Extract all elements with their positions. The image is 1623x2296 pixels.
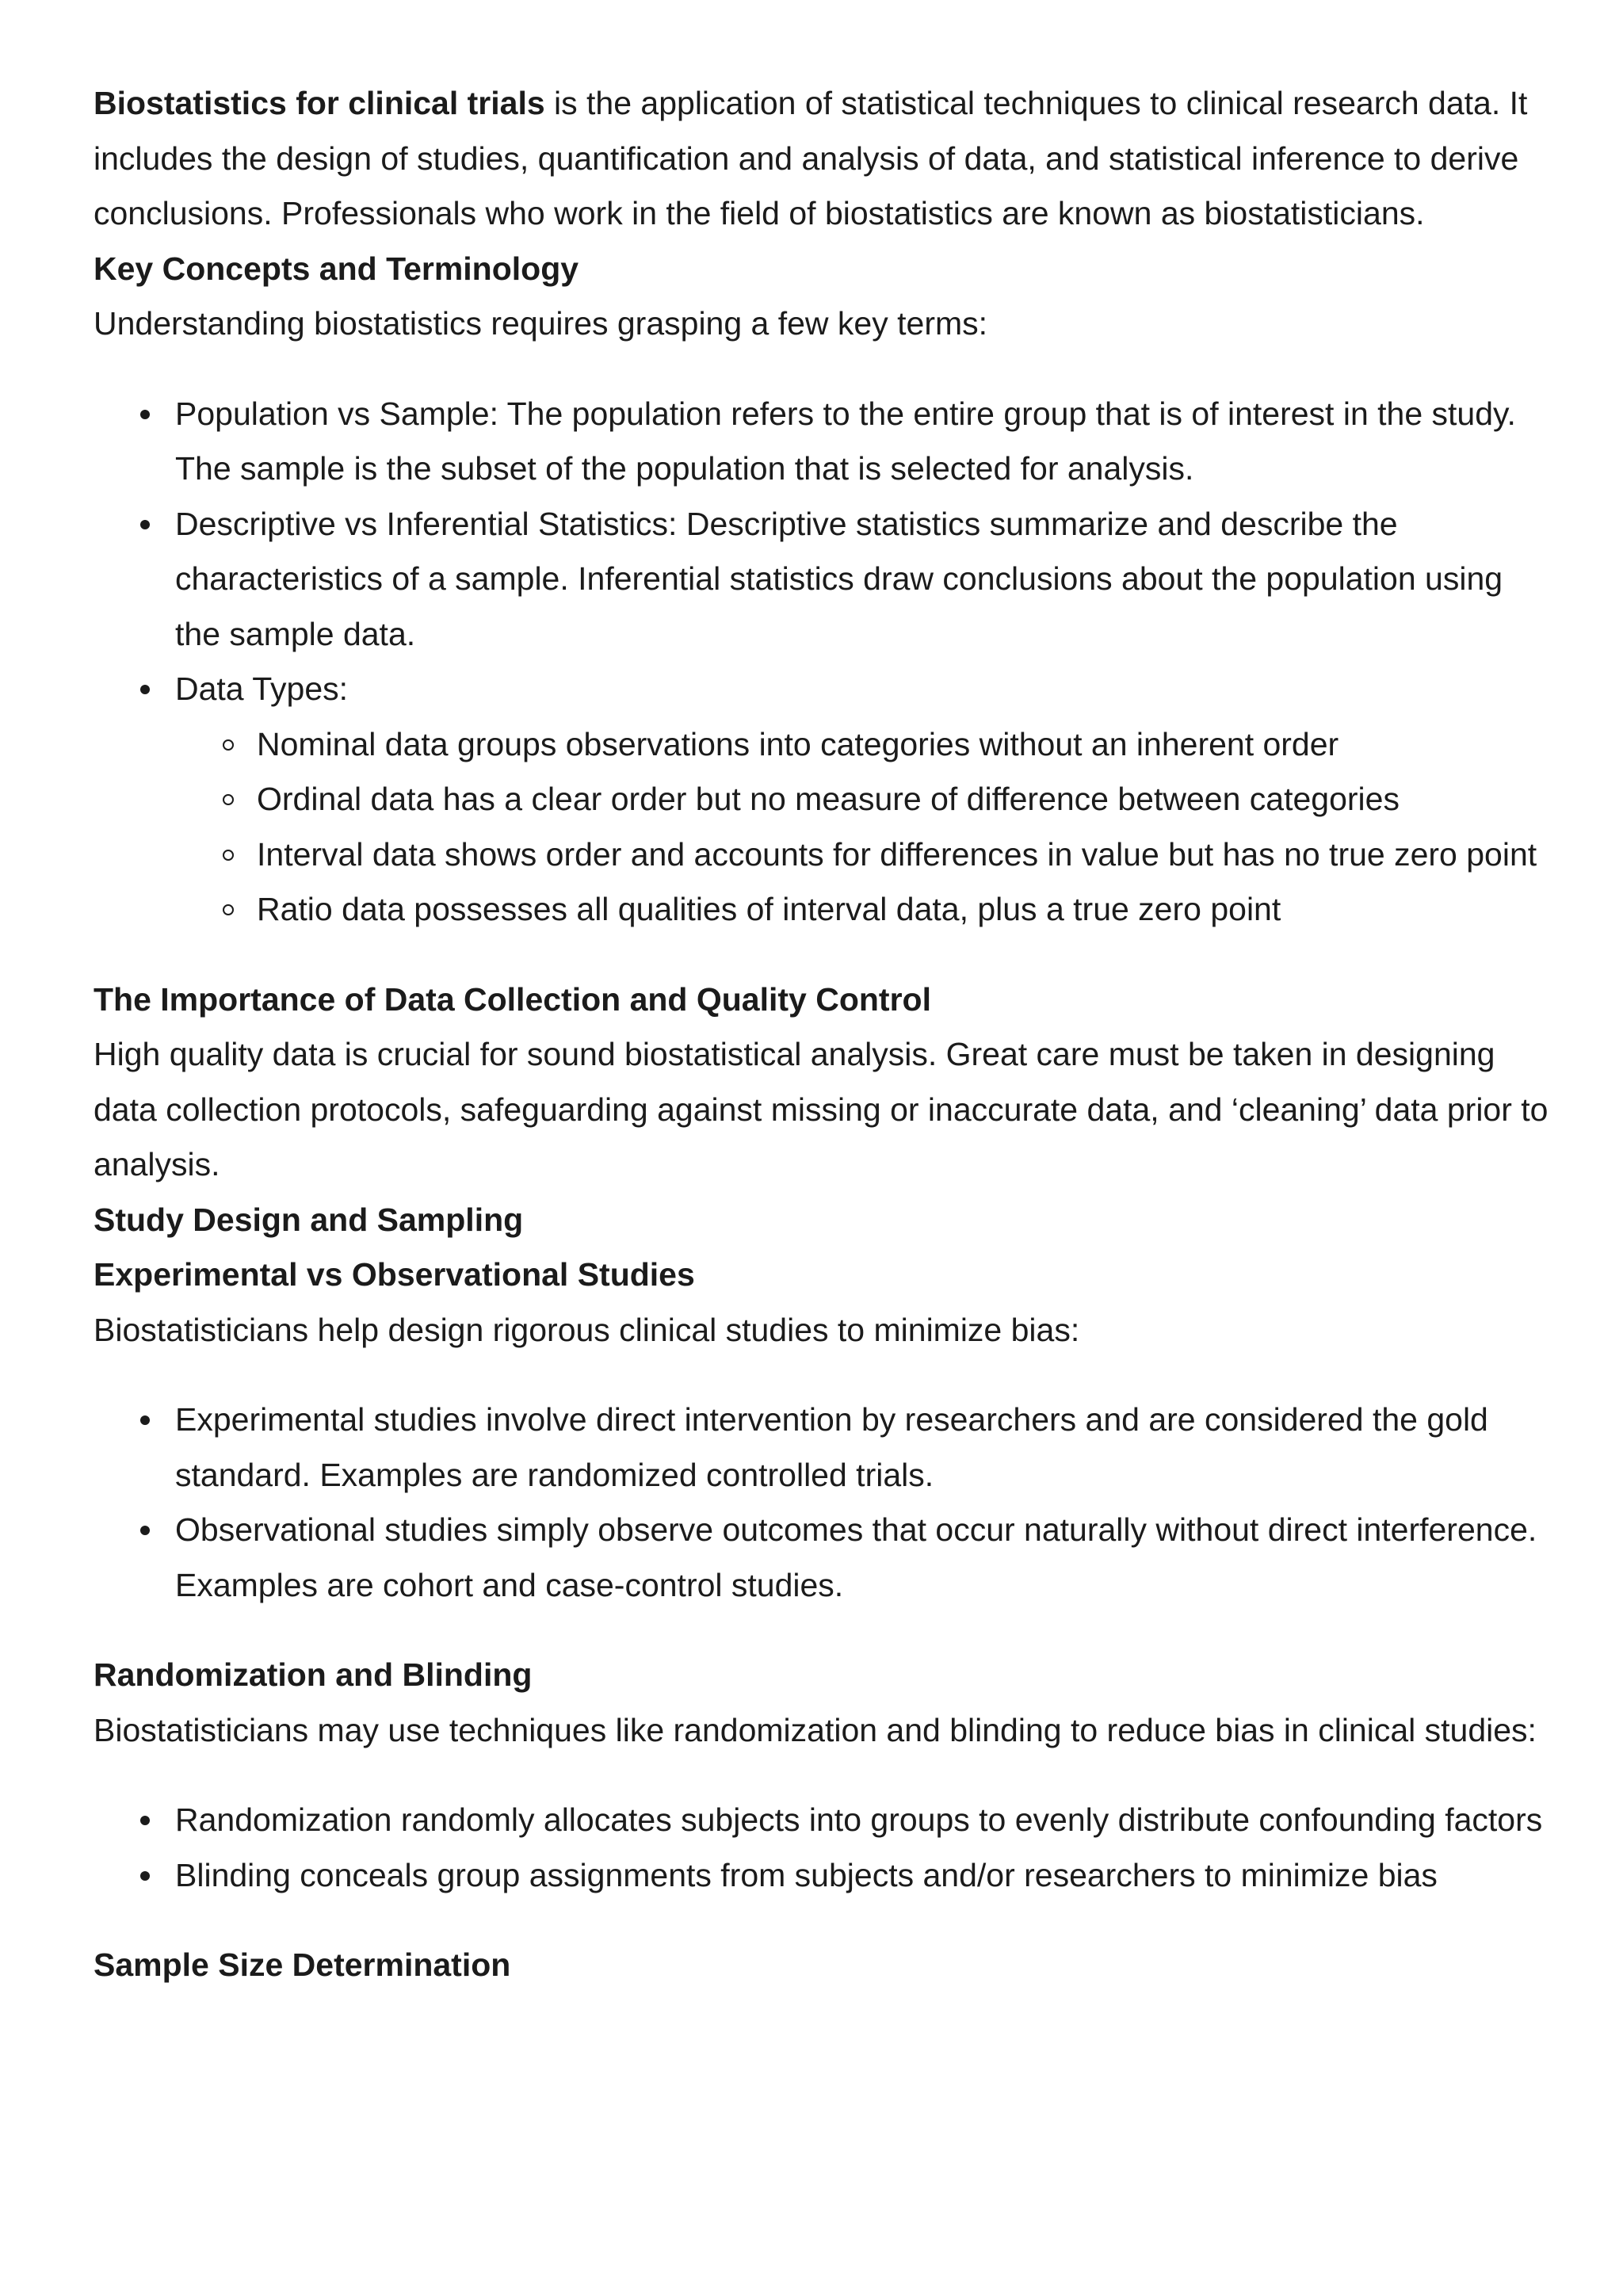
subheading-experimental-observational: Experimental vs Observational Studies [94, 1256, 695, 1293]
sublist-item: Interval data shows order and accounts for differences in value but has no true zero point [257, 827, 1552, 883]
data-types-label: Data Types: [175, 670, 349, 707]
list-item: Population vs Sample: The population refers to the entire group that is of interest in the study. The sample is the subset of the population that is selected for analysis. [175, 387, 1552, 497]
data-quality-paragraph: High quality data is crucial for sound biostatistical analysis. Great care must be taken in designing data collection protocols, safeguarding against missing or inaccurate data, and ‘cleaning’ data prior to analysis. [94, 1036, 1549, 1182]
list-item: Blinding conceals group assignments from subjects and/or researchers to minimize bias [175, 1848, 1552, 1904]
heading-study-design: Study Design and Sampling [94, 1201, 524, 1238]
key-concepts-intro: Understanding biostatistics requires grasping a few key terms: [94, 305, 988, 342]
sublist-item: Ordinal data has a clear order but no measure of difference between categories [257, 772, 1552, 827]
randomization-intro: Biostatisticians may use techniques like randomization and blinding to reduce bias in clinical studies: [94, 1711, 1537, 1748]
randomization-list [94, 1793, 1552, 1903]
sublist-item: Ratio data possesses all qualities of interval data, plus a true zero point [257, 882, 1552, 938]
heading-data-quality: The Importance of Data Collection and Quality Control [94, 980, 931, 1018]
study-design-intro: Biostatisticians help design rigorous clinical studies to minimize bias: [94, 1311, 1080, 1348]
intro-text: is the application of statistical techniques to clinical research data. It includes the design of studies, quantification and analysis of data, and statistical inference to derive conclusions. Professionals who work in the field of biostatistics are known as biostatisticians. [94, 85, 1528, 231]
list-item: Experimental studies involve direct intervention by researchers and are considered the gold standard. Examples are randomized controlled trials. [175, 1392, 1552, 1503]
heading-key-concepts: Key Concepts and Terminology [94, 250, 579, 287]
intro-paragraph [94, 76, 1552, 242]
list-item: Observational studies simply observe outcomes that occur naturally without direct interference. Examples are cohort and case-control studies. [175, 1503, 1552, 1613]
sublist-item: Nominal data groups observations into categories without an inherent order [257, 717, 1552, 773]
document-body [94, 76, 1552, 1993]
heading-sample-size: Sample Size Determination [94, 1946, 511, 1983]
study-types-list [94, 1392, 1552, 1613]
data-types-sublist [175, 717, 1552, 938]
list-item-data-types [175, 662, 1552, 938]
list-item: Randomization randomly allocates subjects into groups to evenly distribute confounding factors [175, 1793, 1552, 1848]
key-concepts-list [94, 387, 1552, 938]
heading-randomization: Randomization and Blinding [94, 1656, 533, 1693]
intro-bold-lead: Biostatistics for clinical trials [94, 85, 545, 121]
list-item: Descriptive vs Inferential Statistics: Descriptive statistics summarize and describe the characteristics of a sample. Inferential statistics draw conclusions about the population using the sample data. [175, 497, 1552, 663]
